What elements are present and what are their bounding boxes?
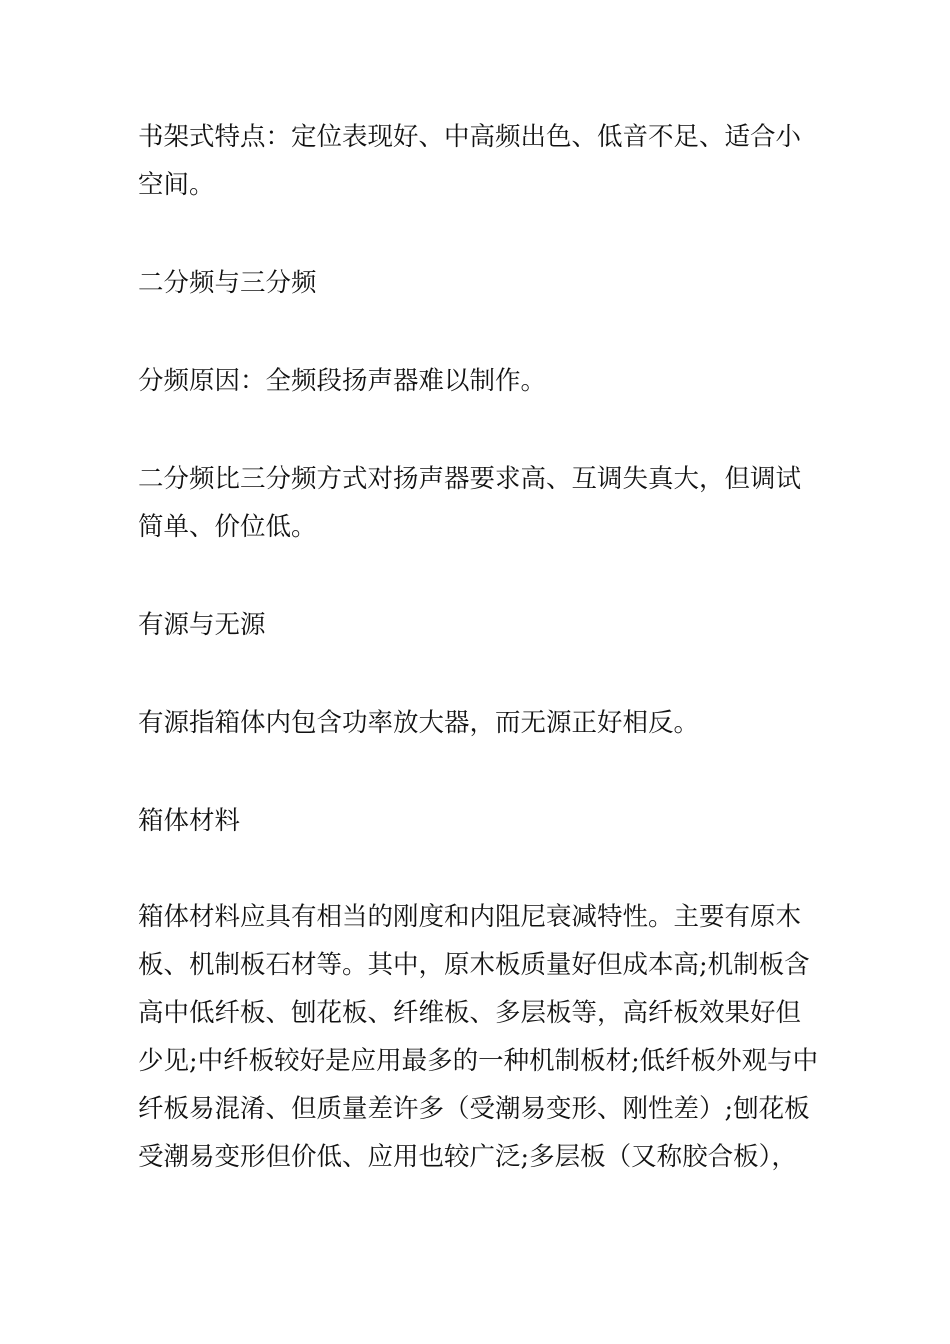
text-line: 箱体材料 (138, 806, 241, 836)
paragraph-active-passive (138, 699, 818, 747)
heading-active-passive (138, 601, 818, 649)
text-line: 受潮易变形但价低、应用也较广泛;多层板（又称胶合板）， (138, 1142, 797, 1172)
paragraph-crossover-comparison (138, 455, 818, 551)
paragraph-cabinet-material (138, 893, 818, 1181)
heading-crossover (138, 259, 818, 307)
document-body (138, 113, 818, 1181)
text-line: 有源指箱体内包含功率放大器，而无源正好相反。 (138, 708, 700, 738)
text-line: 简单、价位低。 (138, 512, 317, 542)
text-line: 书架式特点：定位表现好、中高频出色、低音不足、适合小 (138, 122, 802, 152)
text-line: 箱体材料应具有相当的刚度和内阻尼衰减特性。主要有原木 (138, 902, 802, 932)
heading-cabinet-material (138, 797, 818, 845)
text-line: 二分频与三分频 (138, 268, 317, 298)
text-line: 纤板易混淆、但质量差许多（受潮易变形、刚性差）;刨花板 (138, 1094, 810, 1124)
text-line: 少见;中纤板较好是应用最多的一种机制板材;低纤板外观与中 (138, 1046, 819, 1076)
paragraph-crossover-reason (138, 357, 818, 405)
text-line: 二分频比三分频方式对扬声器要求高、互调失真大，但调试 (138, 464, 802, 494)
text-line: 分频原因：全频段扬声器难以制作。 (138, 366, 547, 396)
text-line: 有源与无源 (138, 610, 266, 640)
text-line: 高中低纤板、刨花板、纤维板、多层板等，高纤板效果好但 (138, 998, 802, 1028)
paragraph-bookshelf-features (138, 113, 818, 209)
text-line: 板、机制板石材等。其中，原木板质量好但成本高;机制板含 (138, 950, 810, 980)
text-line: 空间。 (138, 170, 215, 200)
